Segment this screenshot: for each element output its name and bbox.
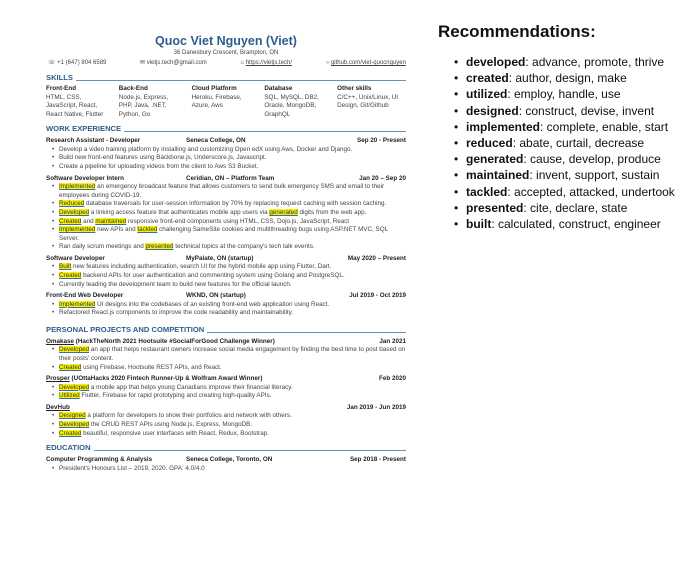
- entry: [46, 455, 406, 473]
- entry-date: Jan 20 – Sep 20: [359, 174, 406, 182]
- project-name[interactable]: Omakase: [46, 337, 75, 345]
- website[interactable]: [240, 58, 292, 68]
- highlighted-verb: Designed: [59, 412, 86, 420]
- recommendation-item: [458, 216, 675, 232]
- recommendation-synonyms: : abate, curtail, decrease: [512, 136, 645, 151]
- project-title: [46, 403, 347, 413]
- recommendation-word: designed: [466, 103, 519, 118]
- highlighted-verb: Developed: [59, 420, 90, 428]
- bullet-item: [52, 364, 406, 373]
- recommendation-item: [458, 167, 675, 183]
- email: [140, 58, 207, 68]
- project-desc: (UOttaHacks 2020 Fintech Runner-Up & Wolfram Award Winner): [69, 375, 263, 383]
- bullet-item: [52, 183, 406, 200]
- recommendation-synonyms: : advance, promote, thrive: [525, 55, 665, 69]
- recommendation-word: developed: [466, 55, 526, 69]
- bullet-list: [46, 384, 406, 401]
- divider: [124, 131, 406, 132]
- entry-title: Software Developer Intern: [46, 174, 125, 182]
- highlighted-verb: Reduced: [59, 200, 85, 208]
- bullet-text: beautiful, responsive user interfaces with React, Redux, Bootstrap.: [81, 429, 270, 437]
- resume-document: [46, 34, 406, 473]
- entry-date: Sep 2018 - Present: [349, 456, 406, 464]
- bullet-text: an app that helps restaurant owners increase social media engagement by finding the best time to post based on their posts' content.: [59, 346, 406, 362]
- bullet-list: [46, 301, 406, 318]
- divider: [94, 450, 406, 451]
- skill-heading: Other skills: [337, 85, 372, 92]
- bullet-item: [52, 301, 406, 310]
- bullet-text: Create a pipeline for uploading videos from the client to Aws S3 Bucket.: [59, 163, 259, 171]
- bullet-text: technical topics at the company's tech talk events.: [173, 243, 315, 251]
- skill-column: [119, 85, 192, 119]
- recommendation-item: [458, 151, 675, 167]
- entry-org: Seneca College, ON: [186, 137, 246, 145]
- bullet-list: [46, 183, 406, 252]
- website-link[interactable]: https://vietjs.tech/: [245, 60, 293, 66]
- entry-org: Ceridian, ON – Platform Team: [186, 174, 275, 182]
- bullet-item: [52, 465, 406, 474]
- entry-date: Jul 2019 - Oct 2019: [349, 292, 406, 300]
- bullet-text: Refactored React.js components to improve the code readability and maintainability.: [59, 309, 294, 317]
- bullet-item: [52, 146, 406, 155]
- entry-date: Jan 2021: [379, 337, 406, 345]
- highlighted-verb: Implemented: [59, 226, 96, 234]
- bullet-list: [46, 346, 406, 372]
- recommendation-item: [458, 184, 675, 200]
- bullet-item: [52, 412, 406, 421]
- highlighted-verb: Developed: [59, 208, 90, 216]
- work-list: [46, 136, 406, 318]
- skill-line: Design, Git/Github: [337, 102, 389, 110]
- entry-title: Computer Programming & Analysis: [46, 456, 153, 464]
- recommendation-synonyms: : invent, support, sustain: [529, 168, 660, 183]
- bullet-item: [52, 430, 406, 439]
- bullet-text: UI designs into the codebases of an existing front-end web application using React.: [95, 300, 330, 308]
- entry: [46, 291, 406, 318]
- section-work: [46, 124, 406, 134]
- recommendation-synonyms: : complete, enable, start: [540, 119, 669, 134]
- resume-address: 36 Danesbury Crescent, Brampton, ON: [173, 50, 279, 56]
- skill-line: JavaScript, React,: [46, 102, 98, 110]
- entry-header: [46, 374, 406, 384]
- highlighted-verb: Developed: [59, 383, 90, 391]
- bullet-text: responsive front-end components using HTML, CSS, Dojo.js, JavaScript, React: [126, 217, 350, 225]
- highlighted-verb: Utilized: [59, 392, 80, 400]
- contact-row: [46, 58, 406, 68]
- bullet-item: [52, 243, 406, 252]
- bullet-text: President's Honours List – 2019, 2020. GPA: 4.0/4.0: [59, 464, 205, 472]
- recommendation-item: [458, 54, 675, 70]
- bullet-text: challenging SameSite cookies and multithreading bugs using ASP.NET MVC, SQL Server.: [59, 226, 388, 242]
- recommendation-synonyms: : employ, handle, use: [507, 87, 621, 102]
- bullet-text: new APIs and: [95, 226, 138, 234]
- highlighted-verb: Created: [59, 272, 82, 279]
- entry-date: Sep 20 - Present: [357, 137, 406, 145]
- entry-header: [46, 291, 406, 301]
- bullet-text: an emergency broadcast feature that allows customers to send bulk emergency SMS and email to their employees during COVID-19.: [59, 183, 385, 199]
- section-education: [46, 443, 406, 453]
- section-title: WORK EXPERIENCE: [46, 124, 122, 134]
- entry-title: Front-End Web Developer: [46, 292, 124, 300]
- bullet-item: [52, 218, 406, 227]
- bullet-item: [52, 421, 406, 430]
- recommendation-synonyms: : accepted, attacked, undertook: [507, 184, 675, 199]
- recommendation-word: tackled: [466, 184, 508, 199]
- entry-date: Jan 2019 - Jun 2019: [346, 403, 406, 411]
- bullet-text: a platform for developers to show their portfolios and network with others.: [85, 412, 292, 420]
- resume-name: Quoc Viet Nguyen (Viet): [155, 34, 297, 48]
- bullet-text: using Firebase, Hootsuite REST APIs, and React.: [81, 363, 222, 371]
- recommendation-word: maintained: [466, 168, 530, 183]
- recommendation-item: [458, 135, 675, 151]
- bullet-text: backend APIs for user authentication and commenting system using Golang and PostgreSQL.: [81, 272, 345, 279]
- entry-title: Research Assistant - Developer: [46, 137, 141, 145]
- recommendation-synonyms: : author, design, make: [508, 71, 627, 86]
- entry-header: [46, 174, 406, 184]
- entry-header: [46, 403, 406, 413]
- recommendations-panel: [438, 22, 675, 232]
- skill-line: SQL, MySQL, DB2,: [264, 93, 319, 101]
- bullet-text: the CRUD REST APIs using Node.js, Express, MongoDB.: [89, 420, 253, 428]
- project-name[interactable]: DevHub: [46, 403, 70, 411]
- skill-column: [337, 85, 406, 119]
- project-name[interactable]: Prosper: [46, 375, 70, 383]
- highlighted-verb: Implemented: [59, 183, 96, 191]
- entry-header: [46, 455, 406, 465]
- highlighted-verb: tackled: [137, 226, 158, 234]
- phone: [48, 58, 106, 68]
- project-title: [46, 374, 379, 384]
- entry-title: Software Developer: [46, 254, 105, 262]
- project-entry: [46, 337, 406, 372]
- recommendations-list: [438, 54, 675, 232]
- email-text: vietjs.tech@gmail.com: [146, 60, 207, 66]
- entry-date: Feb 2020: [379, 375, 406, 383]
- recommendation-synonyms: : cause, develop, produce: [523, 152, 661, 167]
- recommendation-item: [458, 70, 675, 86]
- recommendation-word: reduced: [466, 136, 513, 151]
- recommendation-word: utilized: [466, 87, 508, 102]
- bullet-text: new features including authentication, search UI for the hybrid mobile app using Flutter, Dart.: [71, 263, 332, 271]
- entry: [46, 174, 406, 252]
- recommendation-word: built: [466, 217, 492, 232]
- skill-line: Azure, Aws: [191, 102, 223, 110]
- entry-org: MyPalate, ON (startup): [186, 254, 254, 262]
- email-icon: ✉: [139, 60, 147, 66]
- recommendation-word: created: [466, 71, 509, 86]
- bullet-item: [52, 200, 406, 209]
- recommendation-synonyms: : cite, declare, state: [523, 200, 628, 215]
- bullet-text: Develop a video training platform by installing and customizing Open edX using Aws, Docker and Django.: [59, 145, 353, 153]
- bullet-item: [52, 346, 406, 363]
- phone-icon: ☏: [48, 60, 58, 66]
- project-desc: (HackTheNorth 2021 Hootsuite #SocialForGood Challenge Winner): [74, 337, 275, 345]
- bullet-item: [52, 209, 406, 218]
- entry-date: May 2020 – Present: [347, 254, 406, 262]
- entry-header: [46, 136, 406, 146]
- recommendation-synonyms: : calculated, construct, engineer: [491, 217, 661, 232]
- bullet-text: a mobile app that helps young Canadians improve their financial literacy.: [89, 383, 293, 391]
- home-icon: ⌂: [240, 60, 246, 66]
- skill-heading: Front-End: [46, 85, 77, 92]
- bullet-list: [46, 465, 406, 474]
- skill-line: C/C++, Unix/Linux, UI: [337, 93, 399, 101]
- bullet-text: Ran daily scrum meetings and: [59, 243, 146, 251]
- bullet-item: [52, 163, 406, 172]
- recommendation-item: [458, 103, 675, 119]
- bullet-list: [46, 412, 406, 438]
- recommendation-word: implemented: [466, 119, 541, 134]
- bullet-item: [52, 154, 406, 163]
- highlighted-verb: maintained: [95, 217, 127, 225]
- bullet-text: a linking access feature that authenticates mobile app users via: [89, 208, 270, 216]
- skill-line: Heroku, Firebase,: [191, 93, 242, 101]
- highlighted-verb: presented: [145, 243, 174, 251]
- bullet-item: [52, 263, 406, 272]
- projects-list: [46, 337, 406, 438]
- highlighted-verb: Created: [59, 217, 82, 225]
- skill-line: HTML, CSS,: [46, 93, 82, 101]
- skill-column: [192, 85, 265, 119]
- education-list: [46, 455, 406, 473]
- entry-header: [46, 337, 406, 347]
- github-icon: ○: [325, 60, 331, 66]
- bullet-text: digits from the web app.: [297, 208, 367, 216]
- skill-line: GraphQL: [264, 110, 291, 118]
- skill-heading: Cloud Platform: [191, 85, 237, 92]
- skill-column: [46, 85, 119, 119]
- section-skills: [46, 73, 406, 83]
- skill-heading: Back-End: [118, 85, 148, 92]
- highlighted-verb: Developed: [59, 346, 90, 354]
- highlighted-verb: Built: [59, 263, 72, 271]
- bullet-item: [52, 281, 406, 290]
- skill-heading: Database: [264, 85, 293, 92]
- entry-header: [46, 254, 406, 264]
- entry: [46, 254, 406, 289]
- bullet-text: and: [81, 217, 96, 225]
- skills-grid: [46, 85, 406, 119]
- bullet-list: [46, 263, 406, 289]
- github[interactable]: [326, 58, 406, 68]
- recommendation-item: [458, 200, 675, 216]
- recommendation-item: [458, 86, 675, 102]
- divider: [207, 332, 406, 333]
- section-title: PERSONAL PROJECTS AND COMPETITION: [46, 324, 205, 334]
- section-title: EDUCATION: [46, 443, 91, 453]
- recommendations-title: Recommendations:: [438, 22, 596, 41]
- entry: [46, 136, 406, 171]
- github-link[interactable]: github.com/viet-quocnguyen: [330, 60, 406, 66]
- bullet-text: Build new front-end features using Backbone.js, Underscore.js, Javascript.: [59, 154, 267, 162]
- skill-line: Python, Go: [118, 110, 151, 118]
- section-projects: [46, 325, 406, 335]
- highlighted-verb: Implemented: [59, 300, 96, 308]
- bullet-text: Flutter, Firebase for rapid prototyping and creating high-quality APIs.: [79, 392, 272, 400]
- skill-line: React Native, Flutter: [46, 110, 104, 118]
- recommendation-item: [458, 119, 675, 135]
- bullet-item: [52, 272, 406, 281]
- skill-column: [264, 85, 337, 119]
- skill-line: PHP, Java, .NET,: [118, 102, 167, 110]
- bullet-text: database traversals for user-session information by 70% by replacing request caching with session caching.: [84, 200, 387, 208]
- skill-line: Node.js, Express,: [118, 93, 169, 101]
- phone-text: +1 (647) 804 6589: [57, 60, 107, 66]
- bullet-text: Currently leading the development team to build new features for the official launch.: [59, 280, 292, 288]
- section-title: SKILLS: [46, 73, 74, 82]
- recommendation-word: presented: [466, 200, 524, 215]
- skill-line: Oracle, MongoDB,: [264, 102, 317, 110]
- divider: [76, 80, 406, 81]
- highlighted-verb: generated: [269, 208, 298, 216]
- entry-org: WKND, ON (startup): [186, 292, 246, 300]
- bullet-list: [46, 146, 406, 172]
- recommendation-word: generated: [466, 152, 524, 167]
- entry-org: Seneca College, Toronto, ON: [186, 456, 273, 464]
- bullet-item: [52, 392, 406, 401]
- bullet-item: [52, 309, 406, 318]
- project-entry: [46, 403, 406, 438]
- project-title: [46, 337, 379, 347]
- bullet-item: [52, 226, 406, 243]
- bullet-item: [52, 384, 406, 393]
- project-entry: [46, 374, 406, 401]
- highlighted-verb: Created: [59, 363, 82, 371]
- recommendation-synonyms: : construct, devise, invent: [518, 103, 655, 118]
- highlighted-verb: Created: [59, 429, 82, 437]
